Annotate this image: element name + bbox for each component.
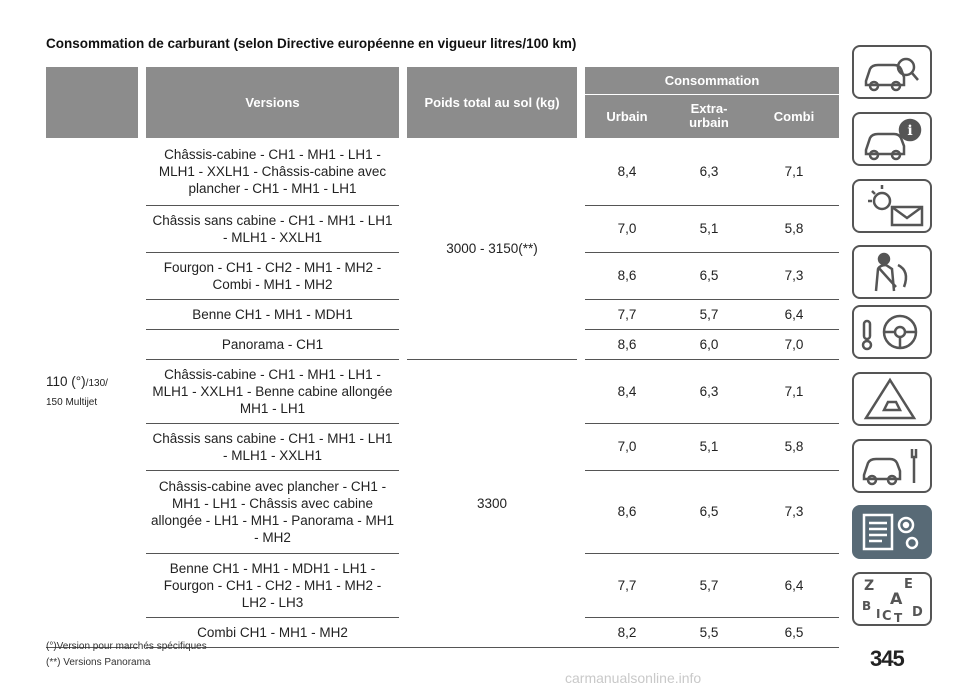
side-tab-safety[interactable] <box>852 245 932 299</box>
extra-urban-value: 6,3 <box>669 359 749 423</box>
version-cell: Panorama - CH1 <box>146 329 399 359</box>
watermark: carmanualsonline.info <box>565 670 702 686</box>
extra-urban-value: 5,7 <box>669 299 749 329</box>
urban-value: 8,4 <box>585 138 669 205</box>
header-extra-urban: Extra- urbain <box>669 94 749 138</box>
extra-urban-value: 5,7 <box>669 553 749 617</box>
urban-value: 8,6 <box>585 329 669 359</box>
extra-urban-value: 6,5 <box>669 252 749 299</box>
footnote-specific-markets: (°)Version pour marchés spécifiques <box>46 641 207 652</box>
side-tab-maintenance[interactable] <box>852 439 932 493</box>
side-tab-warning-lights[interactable] <box>852 179 932 233</box>
version-cell: Châssis sans cabine - CH1 - MH1 - LH1 - MLH1 - XXLH1 <box>146 423 399 470</box>
header-consumption: Consommation <box>585 67 839 94</box>
urban-value: 7,0 <box>585 205 669 252</box>
table-row <box>46 138 839 205</box>
side-tab-technical-data[interactable] <box>852 505 932 559</box>
version-cell: Châssis-cabine avec plancher - CH1 - MH1 - LH1 - Châssis avec cabine allongée - LH1 - MH1 - Panorama - MH1 - MH2 <box>146 470 399 553</box>
version-cell: Combi CH1 - MH1 - MH2 <box>146 617 399 647</box>
combi-value: 7,1 <box>749 359 839 423</box>
combi-value: 7,3 <box>749 252 839 299</box>
extra-urban-value: 6,3 <box>669 138 749 205</box>
urban-value: 7,7 <box>585 553 669 617</box>
extra-urban-value: 6,5 <box>669 470 749 553</box>
combi-value: 6,4 <box>749 299 839 329</box>
side-tab-car-info[interactable] <box>852 112 932 166</box>
version-cell: Châssis-cabine - CH1 - MH1 - LH1 - MLH1 - XXLH1 - Benne cabine allongée MH1 - LH1 <box>146 359 399 423</box>
header-versions: Versions <box>146 67 399 138</box>
version-cell: Châssis-cabine - CH1 - MH1 - LH1 - MLH1 - XXLH1 - Châssis-cabine avec plancher - CH1 - MH1 - LH1 <box>146 138 399 205</box>
svg-text:C: C <box>882 609 892 624</box>
urban-value: 8,2 <box>585 617 669 647</box>
header-urban: Urbain <box>585 94 669 138</box>
table-row <box>46 359 839 423</box>
urban-value: 7,0 <box>585 423 669 470</box>
alphabet-index-icon <box>854 574 930 624</box>
car-search-icon <box>854 47 930 97</box>
version-cell: Benne CH1 - MH1 - MDH1 - LH1 - Fourgon - CH1 - CH2 - MH1 - MH2 - LH2 - LH3 <box>146 553 399 617</box>
extra-urban-value: 5,5 <box>669 617 749 647</box>
urban-value: 8,4 <box>585 359 669 423</box>
extra-urban-value: 5,1 <box>669 205 749 252</box>
svg-text:I: I <box>876 607 881 621</box>
svg-text:Z: Z <box>864 578 875 594</box>
svg-text:i: i <box>907 123 913 139</box>
page-title: Consommation de carburant (selon Directive européenne en vigueur litres/100 km) <box>46 36 577 51</box>
weight-cell: 3000 - 3150(**) <box>407 138 577 359</box>
version-cell: Benne CH1 - MH1 - MDH1 <box>146 299 399 329</box>
side-tab-starting[interactable] <box>852 305 932 359</box>
car-wrench-icon <box>854 441 930 491</box>
combi-value: 7,1 <box>749 138 839 205</box>
extra-urban-value: 6,0 <box>669 329 749 359</box>
extra-urban-value: 5,1 <box>669 423 749 470</box>
combi-value: 5,8 <box>749 423 839 470</box>
svg-text:B: B <box>862 599 872 613</box>
header-combi: Combi <box>749 94 839 138</box>
version-cell: Châssis sans cabine - CH1 - MH1 - LH1 - MLH1 - XXLH1 <box>146 205 399 252</box>
car-info-icon <box>854 114 930 164</box>
weight-cell: 3300 <box>407 359 577 647</box>
urban-value: 8,6 <box>585 470 669 553</box>
svg-text:E: E <box>904 577 913 592</box>
urban-value: 7,7 <box>585 299 669 329</box>
key-steering-wheel-icon <box>854 307 930 357</box>
svg-text:A: A <box>890 589 903 608</box>
svg-text:T: T <box>894 611 903 624</box>
warning-triangle-icon <box>854 374 930 424</box>
side-tab-emergency[interactable] <box>852 372 932 426</box>
combi-value: 6,5 <box>749 617 839 647</box>
combi-value: 7,0 <box>749 329 839 359</box>
footnote-panorama: (**) Versions Panorama <box>46 657 151 668</box>
header-empty <box>46 67 138 138</box>
side-tab-car-search[interactable] <box>852 45 932 99</box>
engine-variant: 110 (°)/130/ 150 Multijet <box>46 138 138 647</box>
combi-value: 6,4 <box>749 553 839 617</box>
header-weight: Poids total au sol (kg) <box>407 67 577 138</box>
side-tab-index[interactable] <box>852 572 932 626</box>
urban-value: 8,6 <box>585 252 669 299</box>
page-number: 345 <box>870 646 904 671</box>
warning-lights-mail-icon <box>854 181 930 231</box>
fuel-consumption-table <box>46 67 839 648</box>
seatbelt-person-icon <box>854 247 930 297</box>
version-cell: Fourgon - CH1 - CH2 - MH1 - MH2 - Combi - MH1 - MH2 <box>146 252 399 299</box>
combi-value: 5,8 <box>749 205 839 252</box>
svg-text:D: D <box>912 605 923 620</box>
combi-value: 7,3 <box>749 470 839 553</box>
spec-list-gears-icon <box>854 507 930 557</box>
